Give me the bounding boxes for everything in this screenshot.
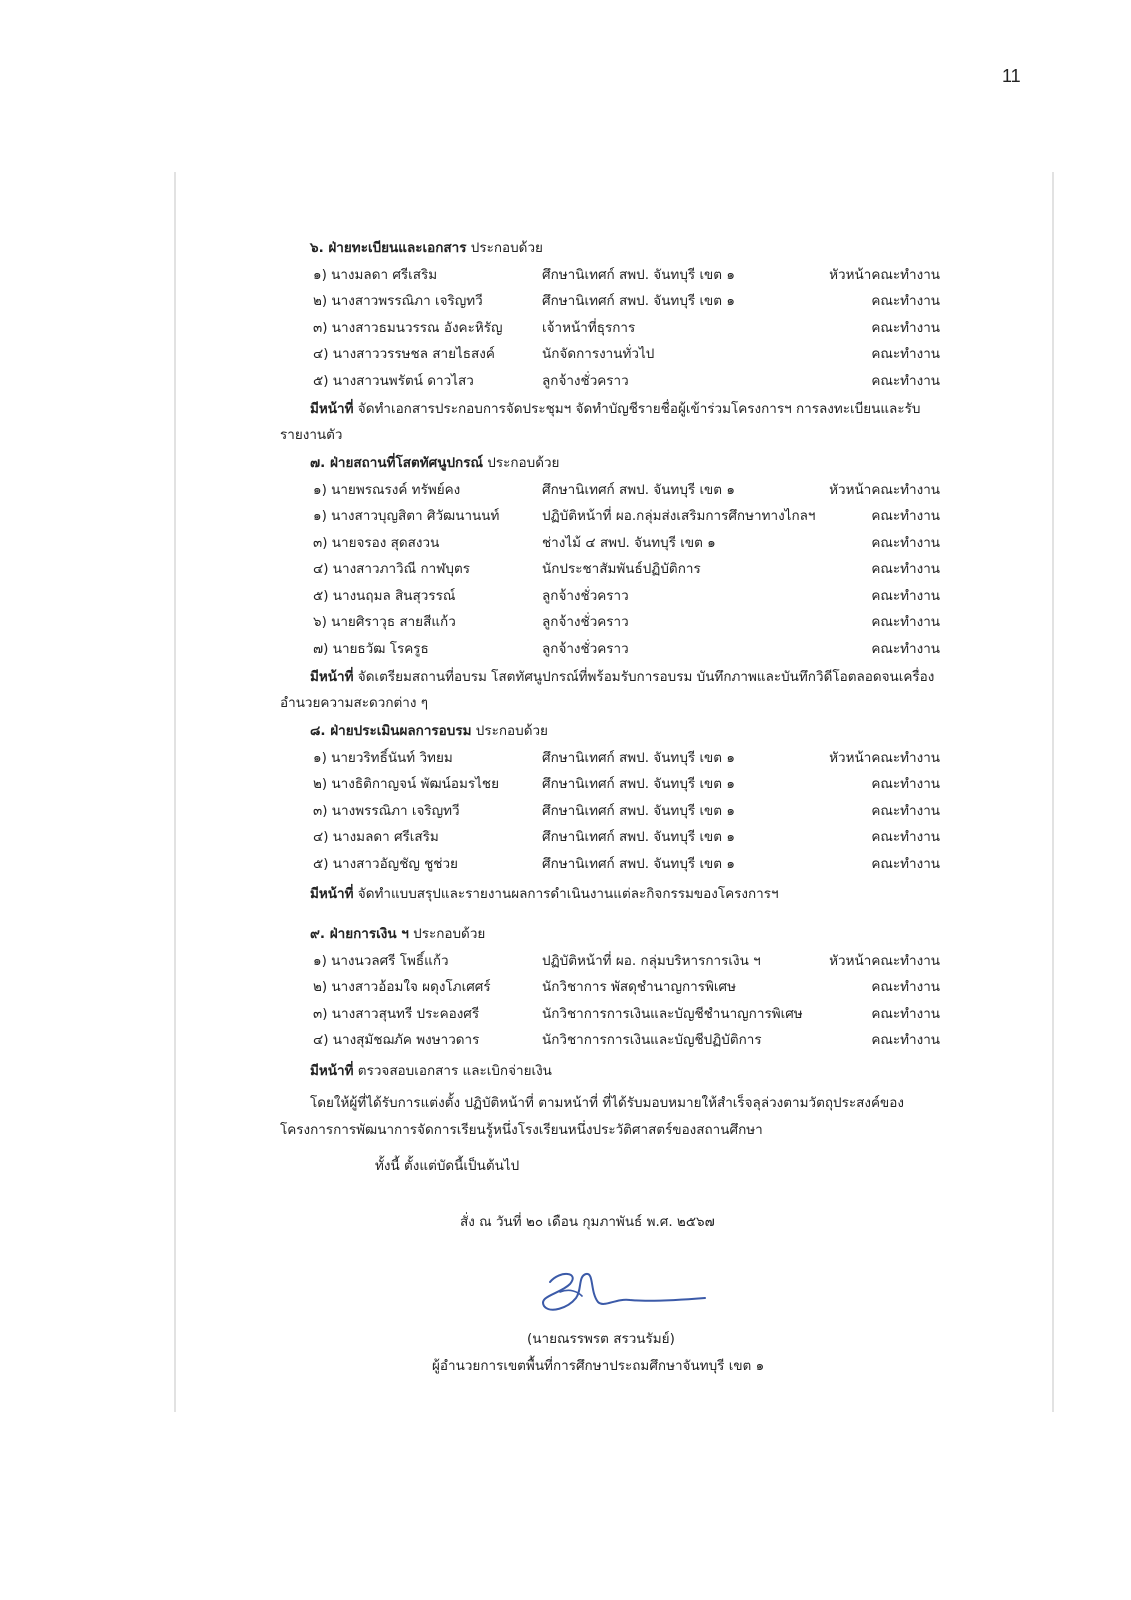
member-name: ๓) นายจรอง สุดสงวน bbox=[313, 534, 440, 551]
member-row bbox=[280, 999, 940, 1026]
member-position: นักประชาสัมพันธ์ปฏิบัติการ bbox=[542, 561, 701, 577]
member-position: ศึกษานิเทศก์ สพป. จันทบุรี เขต ๑ bbox=[542, 481, 735, 498]
member-position: นักวิชาการ พัสดุชำนาญการพิเศษ bbox=[542, 979, 736, 995]
signatory-name: (นายณรรพรต สรวนรัมย์) bbox=[527, 1331, 675, 1347]
member-name: ๑) นางมลดา ศรีเสริม bbox=[313, 266, 438, 283]
member-position: ศึกษานิเทศก์ สพป. จันทบุรี เขต ๑ bbox=[542, 749, 735, 766]
member-role: คณะทำงาน bbox=[871, 855, 940, 872]
member-name: ๒) นางธิติกาญจน์ พัฒน์อมรไชย bbox=[313, 776, 499, 792]
member-row bbox=[280, 366, 940, 393]
member-role: คณะทำงาน bbox=[871, 776, 940, 792]
duty-text: จัดทำแบบสรุปและรายงานผลการดำเนินงานแต่ละกิจกรรมของโครงการฯ bbox=[353, 886, 779, 902]
member-row bbox=[280, 1025, 940, 1052]
member-row bbox=[280, 528, 940, 555]
member-role: คณะทำงาน bbox=[871, 802, 940, 819]
member-name: ๒) นางสาวพรรณิภา เจริญทวี bbox=[313, 293, 483, 309]
member-position: นักจัดการงานทั่วไป bbox=[542, 346, 655, 362]
duty-text: จัดเตรียมสถานที่อบรม โสตทัศนูปกรณ์ที่พร้อมรับการอบรม บันทึกภาพและบันทึกวิดีโอตลอดจนเครื่องอำนวยความสะดวกต่าง ๆ bbox=[280, 669, 935, 711]
section-duty bbox=[280, 396, 940, 448]
member-role: คณะทำงาน bbox=[871, 829, 940, 845]
member-role: คณะทำงาน bbox=[871, 293, 940, 309]
member-role: หัวหน้าคณะทำงาน bbox=[829, 952, 940, 969]
duty-label: มีหน้าที่ bbox=[310, 886, 354, 902]
section-duty bbox=[280, 879, 940, 905]
section-heading-bold: ๗. ฝ่ายสถานที่โสตทัศนูปกรณ์ bbox=[310, 455, 483, 471]
member-position: ศึกษานิเทศก์ สพป. จันทบุรี เขต ๑ bbox=[542, 829, 735, 845]
member-name: ๓) นางสาวสุนทรี ประคองศรี bbox=[313, 1005, 480, 1022]
member-name: ๑) นางนวลศรี โพธิ์แก้ว bbox=[313, 952, 449, 969]
section-heading-bold: ๖. ฝ่ายทะเบียนและเอกสาร bbox=[310, 240, 467, 256]
member-role: คณะทำงาน bbox=[871, 346, 940, 362]
member-position: เจ้าหน้าที่ธุรการ bbox=[542, 319, 636, 336]
member-role: คณะทำงาน bbox=[871, 372, 940, 389]
member-row bbox=[280, 849, 940, 876]
section-duty bbox=[280, 664, 940, 716]
member-row bbox=[280, 972, 940, 999]
member-role: คณะทำงาน bbox=[871, 587, 940, 604]
member-position: ปฏิบัติหน้าที่ ผอ.กลุ่มส่งเสริมการศึกษาทางไกลฯ bbox=[542, 508, 816, 524]
member-role: หัวหน้าคณะทำงาน bbox=[829, 481, 940, 498]
member-role: คณะทำงาน bbox=[871, 640, 940, 657]
duty-label: มีหน้าที่ bbox=[310, 669, 354, 685]
page-number: 11 bbox=[1002, 66, 1021, 86]
member-name: ๒) นางสาวอ้อมใจ ผดุงโภเศศร์ bbox=[313, 979, 491, 995]
member-position: ช่างไม้ ๔ สพป. จันทบุรี เขต ๑ bbox=[542, 534, 716, 551]
member-role: คณะทำงาน bbox=[871, 614, 940, 630]
section-heading bbox=[280, 919, 940, 946]
member-role: คณะทำงาน bbox=[871, 508, 940, 524]
member-name: ๕) นางนฤมล สินสุวรรณ์ bbox=[313, 587, 456, 604]
member-role: คณะทำงาน bbox=[871, 979, 940, 995]
member-row bbox=[280, 822, 940, 849]
section-heading-bold: ๘. ฝ่ายประเมินผลการอบรม bbox=[310, 723, 472, 739]
member-position: นักวิชาการการเงินและบัญชีชำนาญการพิเศษ bbox=[542, 1005, 803, 1022]
member-position: ลูกจ้างชั่วคราว bbox=[542, 640, 629, 657]
closing-paragraph: โดยให้ผู้ที่ได้รับการแต่งตั้ง ปฏิบัติหน้าที่ ตามหน้าที่ ที่ได้รับมอบหมายให้สำเร็จลุล่วงตามวัตถุประสงค์ของโครงการการพัฒนาการจัดการเรียนรู้หนึ่งโรงเรียนหนึ่งประวัติศาสตร์ของสถานศึกษา bbox=[280, 1094, 904, 1138]
member-position: ศึกษานิเทศก์ สพป. จันทบุรี เขต ๑ bbox=[542, 293, 735, 309]
duty-text: ตรวจสอบเอกสาร และเบิกจ่ายเงิน bbox=[353, 1062, 552, 1079]
member-name: ๑) นางสาวบุญสิตา ศิวัฒนานนท์ bbox=[313, 508, 500, 524]
signatory-title: ผู้อำนวยการเขตพื้นที่การศึกษาประถมศึกษาจันทบุรี เขต ๑ bbox=[432, 1358, 765, 1374]
member-row bbox=[280, 339, 940, 366]
section-heading-bold: ๙. ฝ่ายการเงิน ฯ bbox=[310, 926, 409, 942]
member-name: ๔) นางสาววรรษชล สายไธสงค์ bbox=[313, 346, 495, 362]
member-name: ๖) นายศิราวุธ สายสีแก้ว bbox=[313, 614, 456, 630]
duty-label: มีหน้าที่ bbox=[310, 1062, 354, 1079]
member-row bbox=[280, 313, 940, 340]
section-heading bbox=[280, 233, 940, 260]
member-name: ๑) นายพรณรงค์ ทรัพย์คง bbox=[313, 481, 461, 498]
member-row bbox=[280, 581, 940, 608]
member-position: ลูกจ้างชั่วคราว bbox=[542, 372, 629, 389]
section-heading-rest: ประกอบด้วย bbox=[408, 926, 486, 942]
member-position: ศึกษานิเทศก์ สพป. จันทบุรี เขต ๑ bbox=[542, 855, 735, 872]
member-row bbox=[280, 607, 940, 634]
member-row bbox=[280, 796, 940, 823]
member-role: คณะทำงาน bbox=[871, 319, 940, 336]
member-row bbox=[280, 554, 940, 581]
member-row bbox=[280, 475, 940, 502]
member-position: ปฏิบัติหน้าที่ ผอ. กลุ่มบริหารการเงิน ฯ bbox=[542, 952, 761, 969]
section-heading-rest: ประกอบด้วย bbox=[471, 723, 548, 739]
member-position: ลูกจ้างชั่วคราว bbox=[542, 587, 629, 604]
member-position: ศึกษานิเทศก์ สพป. จันทบุรี เขต ๑ bbox=[542, 802, 735, 819]
member-row bbox=[280, 946, 940, 973]
member-name: ๔) นางมลดา ศรีเสริม bbox=[313, 829, 439, 845]
member-name: ๑) นายวริทธิ์นันท์ วิทยม bbox=[313, 749, 453, 766]
duty-text: จัดทำเอกสารประกอบการจัดประชุมฯ จัดทำบัญชีรายชื่อผู้เข้าร่วมโครงการฯ การลงทะเบียนและรับรายงานตัว bbox=[280, 401, 921, 443]
section-heading-rest: ประกอบด้วย bbox=[482, 455, 560, 471]
member-name: ๕) นางสาวนพรัตน์ ดาวไสว bbox=[313, 372, 474, 389]
member-row bbox=[280, 501, 940, 528]
member-position: นักวิชาการการเงินและบัญชีปฏิบัติการ bbox=[542, 1032, 762, 1048]
section-heading-rest: ประกอบด้วย bbox=[466, 240, 543, 256]
member-role: หัวหน้าคณะทำงาน bbox=[829, 749, 940, 766]
member-row bbox=[280, 286, 940, 313]
section-duty bbox=[280, 1056, 940, 1082]
section-heading bbox=[280, 448, 940, 475]
member-position: ลูกจ้างชั่วคราว bbox=[542, 614, 629, 630]
member-name: ๗) นายธวัฒ โรครูธ bbox=[313, 640, 429, 657]
section-heading bbox=[280, 716, 940, 743]
effective-line-row bbox=[280, 1150, 940, 1180]
member-name: ๓) นางสาวธมนวรรณ อังคะหิรัญ bbox=[313, 319, 503, 336]
member-role: คณะทำงาน bbox=[871, 561, 940, 577]
member-row bbox=[280, 769, 940, 796]
member-role: หัวหน้าคณะทำงาน bbox=[829, 266, 940, 283]
member-name: ๓) นางพรรณิภา เจริญทวี bbox=[313, 802, 460, 819]
order-date: สั่ง ณ วันที่ ๒๐ เดือน กุมภาพันธ์ พ.ศ. ๒๕๖๗ bbox=[460, 1213, 715, 1230]
page-border-left bbox=[174, 172, 176, 1412]
order-date-row bbox=[280, 1206, 940, 1236]
member-position: ศึกษานิเทศก์ สพป. จันทบุรี เขต ๑ bbox=[542, 266, 735, 283]
member-row bbox=[280, 634, 940, 661]
member-role: คณะทำงาน bbox=[871, 534, 940, 551]
member-role: คณะทำงาน bbox=[871, 1032, 940, 1048]
member-row bbox=[280, 743, 940, 770]
signature-image bbox=[520, 1262, 710, 1322]
member-name: ๔) นางสาวภาวิณี กาฬบุตร bbox=[313, 561, 471, 577]
effective-line: ทั้งนี้ ตั้งแต่บัดนี้เป็นต้นไป bbox=[375, 1157, 520, 1174]
member-row bbox=[280, 260, 940, 287]
member-position: ศึกษานิเทศก์ สพป. จันทบุรี เขต ๑ bbox=[542, 776, 735, 792]
member-name: ๔) นางสุมัชฌภัค พงษาวดาร bbox=[313, 1032, 480, 1048]
page-border-right bbox=[1052, 172, 1054, 1412]
member-name: ๕) นางสาวอัญชัญ ชูช่วย bbox=[313, 855, 458, 872]
duty-label: มีหน้าที่ bbox=[310, 401, 354, 417]
document-body bbox=[280, 233, 940, 1236]
member-role: คณะทำงาน bbox=[871, 1005, 940, 1022]
